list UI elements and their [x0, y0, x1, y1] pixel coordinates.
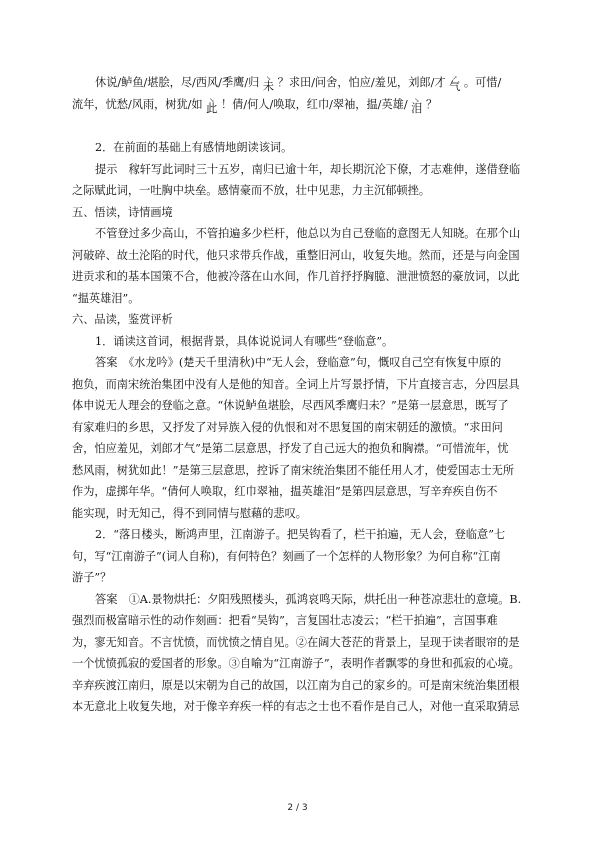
answer-1-cont: 抱负，而南宋统治集团中没有人是他的知音。全词上片写景抒情，下片直接言志，分四层具: [72, 377, 520, 391]
poem-rhythm-line-2: [72, 94, 524, 116]
question-2-reading: 2．在前面的基础上有感情地朗读该词。: [95, 141, 293, 154]
page-number: 2 / 3: [287, 803, 308, 813]
text-segment: 休说/鲈鱼/堪脍，尽/西风/季鹰/归: [95, 76, 260, 89]
answer-1-cont: 愁风雨，树犹如此！”是第三层意思，控诉了南宋统治集团不能任用人才，使爱国志士无所: [72, 463, 515, 477]
text-segment: 。可惜/: [463, 76, 502, 89]
section-5-paragraph-cont: 河破碎、故土沦陷的时代，他只求带兵作战，重整旧河山，收复失地。然而，还是与向金国: [72, 248, 520, 262]
page-content: [72, 72, 524, 718]
answer-2-cont: 本无意北上收复失地，对于像辛弃疾一样的有志之士也不看作是自己人，对他一直采取猜忌: [72, 700, 520, 713]
text-segment: ？求田/问舍，怕应/羞见，刘郎/才: [277, 76, 446, 89]
answer-1: 答案 《水龙吟》(楚天千里清秋)中“无人会，登临意”句，慨叹自己空有恢复中原的: [95, 356, 502, 369]
hint-paragraph: 提示 稼轩写此词时三十五岁，南归已逾十年，却长期沉沦下僚，才志难伸，遂借登临: [95, 162, 521, 176]
tone-arrow-icon: ↗: [452, 75, 458, 82]
question-1: 1．诵读这首词，根据背景，具体说说词人有哪些“登临意”。: [95, 334, 394, 348]
answer-2-cont: 辛弃疾渡江南归，原是以宋朝为自己的故国，以江南为自己的家乡的。可是南宋统治集团根: [72, 678, 520, 692]
answer-2-cont: 强烈而极富暗示性的动作刻画：把看“吴钩”，言复国壮志凌云；“栏干拍遍”，言国事难: [72, 614, 498, 627]
section-5-paragraph: 不管登过多少高山，不管拍遍多少栏杆，他总以为自己登临的意图无人知晓。在那个山: [95, 227, 521, 240]
tone-arrow-icon: ↘: [265, 75, 271, 82]
answer-2-cont: 一个忧愤孤寂的爱国者的形象。③自喻为“江南游子”，表明作者飘零的身世和孤寂的心境。: [72, 657, 520, 670]
tone-arrow-icon: ↘: [209, 96, 215, 104]
tone-mark-lei: ↘ 泪: [411, 96, 423, 115]
question-2-cont: 游子”？: [72, 571, 112, 584]
section-heading-6: 六、品读，鉴赏评析: [72, 313, 173, 326]
text-segment: ？: [425, 97, 438, 111]
tone-mark-wei: ↘ 未: [262, 75, 275, 93]
hint-paragraph-cont: 之际赋此词，一吐胸中块垒。感情豪而不放，壮中见悲，力主沉郁顿挫。: [72, 184, 431, 197]
section-heading-5: 五、悟读，诗情画境: [72, 205, 173, 219]
answer-2: 答案 ①A.景物烘托：夕阳残照楼头，孤鸿哀鸣天际，烘托出一种苍凉悲壮的意境。B.: [95, 592, 522, 606]
poem-rhythm-line-1: [72, 72, 524, 94]
text-segment: ！倩/何人/唤取，红巾/翠袖，揾/英雄/: [220, 97, 408, 111]
text-segment: 流年，忧愁/风雨，树犹/如: [72, 97, 203, 111]
answer-1-cont: 作为，虚掷年华。“倩何人唤取，红巾翠袖，揾英雄泪”是第四层意思，写辛弃疾自伤不: [72, 485, 498, 498]
tone-mark-ci: ↘ 此: [206, 96, 218, 115]
question-2: 2．“落日楼头，断鸿声里，江南游子。把吴钩看了，栏干拍遍，无人会，登临意”七: [95, 528, 506, 541]
answer-2-cont: 为，寥无知音。不言忧愤，而忧愤之情自见。②在阔大苍茫的背景上，呈现于读者眼帘的是: [72, 635, 520, 649]
section-5-paragraph-cont: 进贡求和的基本国策不合，他被冷落在山水间，作几首抒抒胸臆、泄泄愤怒的豪放词，以此: [72, 270, 520, 283]
tone-arrow-icon: ↘: [414, 96, 420, 104]
question-2-cont: 句，写“江南游子”(词人自称)，有何特色？刻画了一个怎样的人物形象？为何自称“江南: [72, 549, 501, 563]
answer-1-cont: 能实现，时无知己，得不到同情与慰藉的悲叹。: [72, 506, 307, 520]
answer-1-cont: 体申说无人理会的登临之意。“休说鲈鱼堪脍，尽西风季鹰归未？”是第一层意思，既写了: [72, 399, 509, 412]
answer-1-cont: 有家难归的乡思，又抒发了对异族入侵的仇恨和对不思复国的南宋朝廷的激愤。“求田问: [72, 420, 503, 434]
tone-mark-qi: ↗ 气: [449, 75, 461, 93]
section-5-paragraph-cont: “揾英雄泪”。: [72, 291, 140, 305]
answer-1-cont: 舍，怕应羞见，刘郎才气”是第二层意思，抒发了自己远大的抱负和胸襟。“可惜流年，忧: [72, 442, 509, 455]
